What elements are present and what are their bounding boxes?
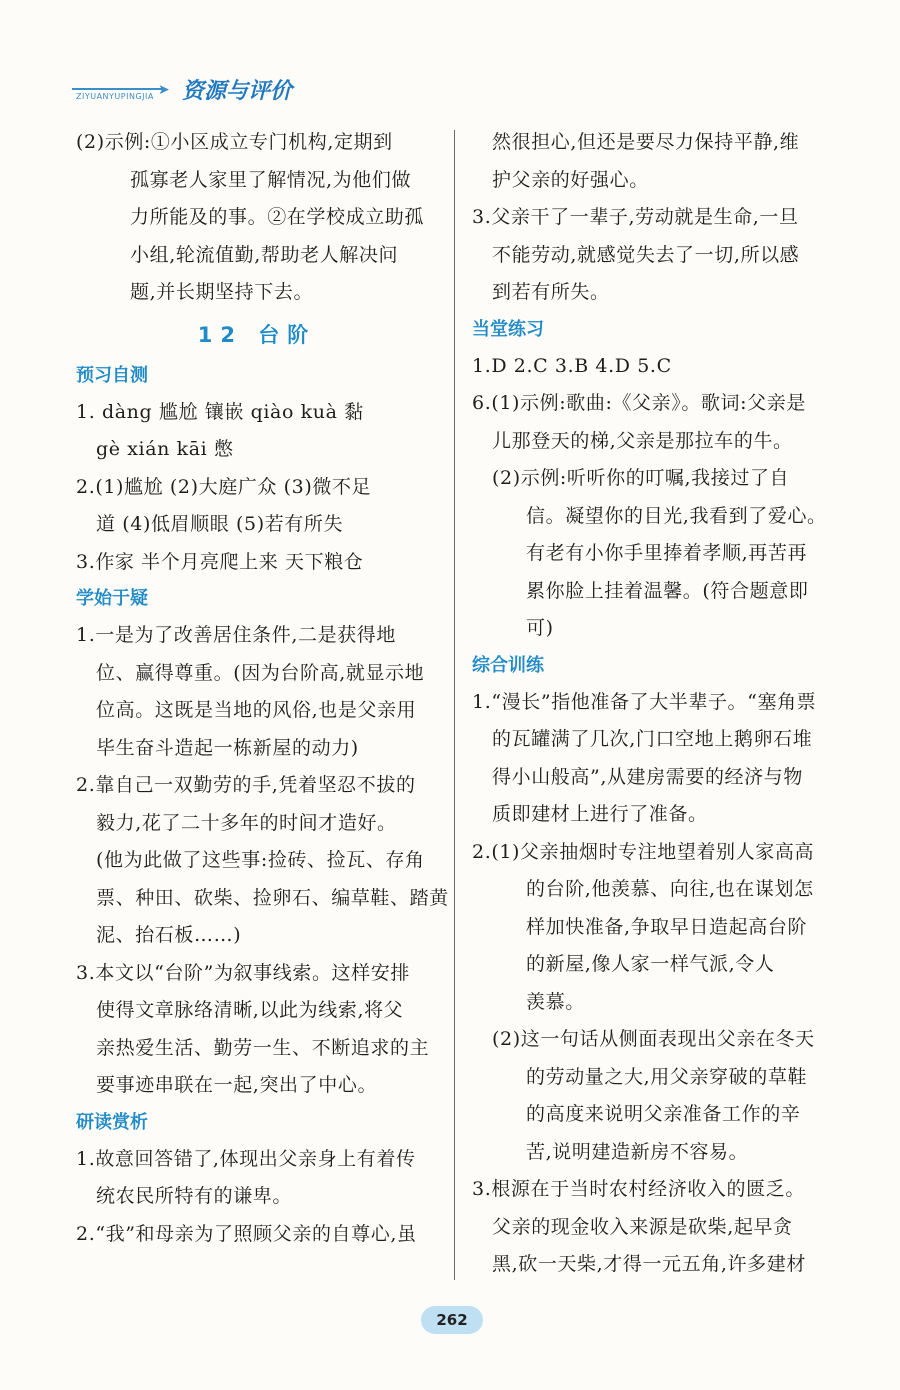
text-line: 泥、抬石板……) [96, 924, 242, 946]
text-line: 毕生奋斗造起一栋新屋的动力) [96, 736, 359, 759]
text-line: 父亲的现金收入来源是砍柴,起早贪 [492, 1215, 793, 1238]
text-line: 儿那登天的梯,父亲是那拉车的牛。 [492, 429, 793, 452]
text-line: 不能劳动,就感觉失去了一切,所以感 [492, 243, 800, 266]
text-line: 1.D 2.C 3.B 4.D 5.C [472, 354, 672, 377]
page-number: 262 [421, 1306, 483, 1334]
section-title: 预习自测 [76, 364, 148, 386]
text-line: 小组,轮流值勤,帮助老人解决问 [130, 243, 399, 266]
text-line: 黑,砍一天柴,才得一元五角,许多建材 [492, 1253, 806, 1275]
header-subtitle: ZIYUANYUPINGJIA [76, 92, 154, 101]
text-line: 护父亲的好强心。 [492, 168, 649, 191]
text-line: 信。凝望你的目光,我看到了爱心。 [526, 504, 827, 527]
text-line: 孤寡老人家里了解情况,为他们做 [130, 168, 412, 191]
text-line: 票、种田、砍柴、捡卵石、编草鞋、踏黄 [96, 886, 449, 909]
text-line: 1.故意回答错了,体现出父亲身上有着传 [76, 1147, 416, 1170]
text-line: 样加快准备,争取早日造起高台阶 [526, 915, 808, 938]
column-divider [454, 130, 455, 1280]
text-line: 可) [526, 617, 554, 639]
text-line: 1.一是为了改善居住条件,二是获得地 [76, 624, 396, 646]
text-line: (2)示例:听听你的叮嘱,我接过了自 [492, 467, 790, 489]
text-line: 2.(1)尴尬 (2)大庭广众 (3)微不足 [76, 475, 372, 498]
text-line: 有老有小你手里捧着孝顺,再苦再 [526, 542, 808, 564]
text-line: 力所能及的事。②在学校成立助孤 [130, 206, 425, 228]
text-line: 位高。这既是当地的风俗,也是父亲用 [96, 699, 417, 721]
text-line: 道 (4)低眉顺眼 (5)若有所失 [96, 513, 344, 535]
left-column [76, 124, 449, 1253]
text-line: 2.(1)父亲抽烟时专注地望着别人家高高 [472, 840, 815, 863]
text-line: 然很担心,但还是要尽力保持平静,维 [492, 131, 800, 153]
text-line: (2)示例:①小区成立专门机构,定期到 [76, 131, 393, 153]
text-line: 的新屋,像人家一样气派,令人 [526, 953, 775, 975]
text-line: 羡慕。 [526, 990, 585, 1013]
arrow-right-icon: ➤ [158, 82, 170, 98]
text-line: 的瓦罐满了几次,门口空地上鹅卵石堆 [492, 728, 813, 750]
text-line: 3.作家 半个月亮爬上来 天下粮仓 [76, 550, 364, 573]
text-line: 得小山般高”,从建房需要的经济与物 [492, 765, 803, 788]
text-line: 位、赢得尊重。(因为台阶高,就显示地 [96, 661, 425, 684]
text-line: 使得文章脉络清晰,以此为线索,将父 [96, 999, 404, 1021]
text-line: 题,并长期坚持下去。 [130, 281, 314, 303]
right-column [472, 124, 834, 1284]
text-line: 3.父亲干了一辈子,劳动就是生命,一旦 [472, 206, 799, 228]
text-line: 2.靠自己一双勤劳的手,凭着坚忍不拔的 [76, 774, 416, 796]
text-line: 的高度来说明父亲准备工作的辛 [526, 1103, 801, 1125]
text-line: 到若有所失。 [492, 281, 610, 303]
text-line: 的劳动量之大,用父亲穿破的草鞋 [526, 1065, 808, 1088]
text-line: 1. dàng 尴尬 镶嵌 qiào kuà 黏 [76, 400, 364, 423]
text-line: 毅力,花了二十多年的时间才造好。 [96, 811, 397, 834]
text-line: 质即建材上进行了准备。 [492, 803, 708, 825]
chapter-title: 12 台阶 [197, 322, 317, 347]
text-line: 统农民所特有的谦卑。 [96, 1185, 293, 1207]
text-line: 6.(1)示例:歌曲:《父亲》。歌词:父亲是 [472, 392, 806, 414]
text-line: (2)这一句话从侧面表现出父亲在冬天 [492, 1028, 815, 1050]
header-logo [72, 72, 302, 108]
text-line: 苦,说明建造新房不容易。 [526, 1140, 749, 1163]
text-line: (他为此做了这些事:捡砖、捡瓦、存角 [96, 849, 425, 871]
section-title: 研读赏析 [76, 1111, 148, 1133]
section-title: 当堂练习 [472, 318, 544, 340]
text-line: 亲热爱生活、勤劳一生、不断追求的主 [96, 1036, 430, 1059]
text-line: 1.“漫长”指他准备了大半辈子。“塞角票 [472, 690, 817, 713]
text-line: 3.本文以“台阶”为叙事线索。这样安排 [76, 961, 410, 984]
text-line: 要事迹串联在一起,突出了中心。 [96, 1074, 378, 1096]
section-title: 学始于疑 [76, 588, 148, 609]
header-title: 资源与评价 [182, 79, 293, 104]
text-line: gè xián kāi 憋 [96, 438, 234, 460]
text-line: 2.“我”和母亲为了照顾父亲的自尊心,虽 [76, 1222, 417, 1245]
text-line: 3.根源在于当时农村经济收入的匮乏。 [472, 1178, 805, 1200]
text-line: 累你脸上挂着温馨。(符合题意即 [526, 579, 809, 602]
section-title: 综合训练 [472, 654, 544, 676]
header-rule [72, 88, 162, 90]
text-line: 的台阶,他羡慕、向往,也在谋划怎 [526, 878, 814, 900]
